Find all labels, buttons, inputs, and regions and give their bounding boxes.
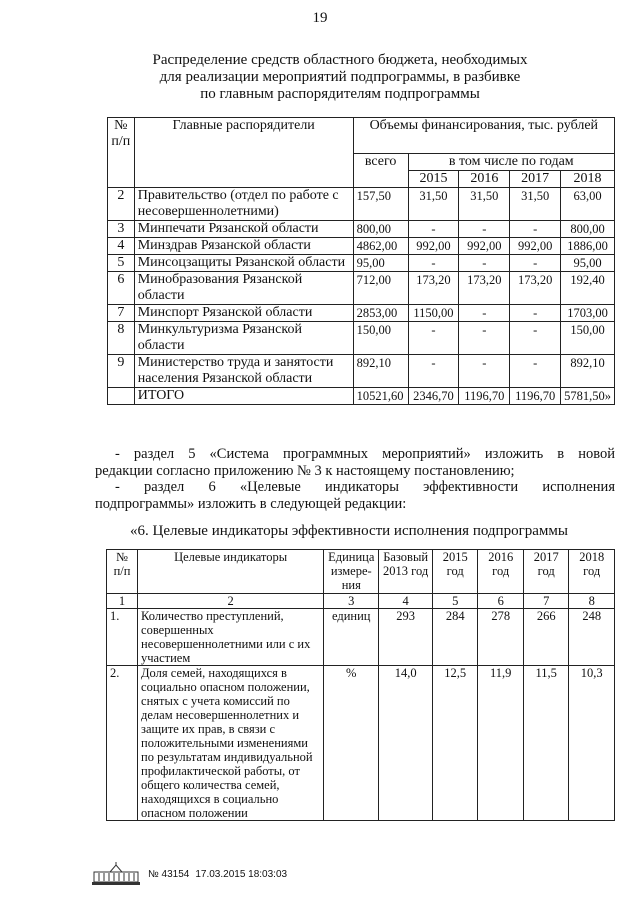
row-value: 800,00 — [561, 221, 615, 238]
header-name: Главные распорядители — [134, 118, 353, 188]
col-number: 5 — [432, 594, 478, 609]
row-value: - — [459, 305, 510, 322]
row-base: 14,0 — [379, 666, 433, 821]
row-num: 3 — [108, 221, 135, 238]
table-row — [108, 188, 615, 221]
row-value: 192,40 — [561, 272, 615, 305]
row-value: - — [510, 255, 561, 272]
row-value: 63,00 — [561, 188, 615, 221]
row-name: Минсоцзащиты Рязанской области — [134, 255, 353, 272]
row-total: 800,00 — [353, 221, 408, 238]
header-num: № п/п — [107, 550, 138, 594]
table-row — [107, 666, 615, 821]
row-num: 8 — [108, 322, 135, 355]
row-name: Правительство (отдел по работе с несовершеннолетними) — [134, 188, 353, 221]
distribution-table — [107, 117, 615, 405]
row-value: 992,00 — [459, 238, 510, 255]
row-value: 95,00 — [561, 255, 615, 272]
row-value: 992,00 — [408, 238, 459, 255]
total-label: ИТОГО — [134, 388, 353, 405]
row-num: 2 — [108, 188, 135, 221]
table-row — [108, 255, 615, 272]
header-years-group: в том числе по годам — [408, 154, 614, 171]
row-num: 2. — [107, 666, 138, 821]
header-year: 2015 год — [432, 550, 478, 594]
row-num: 5 — [108, 255, 135, 272]
table-row — [108, 355, 615, 388]
row-num: 1. — [107, 609, 138, 666]
row-value: - — [408, 355, 459, 388]
row-name: Минпечати Рязанской области — [134, 221, 353, 238]
row-value: - — [510, 322, 561, 355]
row-total: 157,50 — [353, 188, 408, 221]
document-footer — [90, 862, 287, 886]
row-value: - — [510, 221, 561, 238]
row-value: - — [459, 221, 510, 238]
title-line: по главным распорядителям подпрограммы — [200, 86, 480, 102]
row-value: 1703,00 — [561, 305, 615, 322]
title-line: Распределение средств областного бюджета, необходимых — [152, 52, 528, 68]
table-row — [108, 305, 615, 322]
paragraph-section6: - раздел 6 «Целевые индикаторы эффективности исполнения — [115, 479, 615, 495]
total-year-value: 5781,50» — [561, 388, 615, 405]
table-row — [108, 322, 615, 355]
row-total: 2853,00 — [353, 305, 408, 322]
row-indicator: Количество преступлений, совершенных несовершеннолетними или с их участием — [138, 609, 324, 666]
row-name: Минкультуризма Рязанской области — [134, 322, 353, 355]
table-row — [108, 221, 615, 238]
row-num: 6 — [108, 272, 135, 305]
timestamp: 17.03.2015 18:03:03 — [195, 868, 288, 880]
row-value: - — [408, 255, 459, 272]
row-base: 293 — [379, 609, 433, 666]
row-value: 992,00 — [510, 238, 561, 255]
header-year: 2017 год — [523, 550, 569, 594]
row-total: 150,00 — [353, 322, 408, 355]
row-value: 31,50 — [510, 188, 561, 221]
col-number: 6 — [478, 594, 524, 609]
header-year: 2018 — [561, 171, 615, 188]
row-value: 11,9 — [478, 666, 524, 821]
row-value: - — [459, 322, 510, 355]
row-value: 173,20 — [459, 272, 510, 305]
row-indicator: Доля семей, находящихся в социально опасном положении, снятых с учета комиссий по делам несовершеннолетних и защите их прав, в связи с положительными изменениями по результатам индивидуальной профилактической работы, от общего количества семей, находящихся в социально опасном положении — [138, 666, 324, 821]
row-value: 12,5 — [432, 666, 478, 821]
table-row — [108, 238, 615, 255]
row-value: 248 — [569, 609, 615, 666]
col-number: 1 — [107, 594, 138, 609]
row-value: 892,10 — [561, 355, 615, 388]
total-year-value: 2346,70 — [408, 388, 459, 405]
document-title — [120, 52, 560, 103]
col-number: 3 — [324, 594, 379, 609]
row-value: 31,50 — [459, 188, 510, 221]
row-value: 284 — [432, 609, 478, 666]
row-value: 1886,00 — [561, 238, 615, 255]
row-unit: % — [324, 666, 379, 821]
row-value: - — [408, 221, 459, 238]
header-base: Базовый 2013 год — [379, 550, 433, 594]
row-name: Минздрав Рязанской области — [134, 238, 353, 255]
header-year: 2017 — [510, 171, 561, 188]
total-value: 10521,60 — [353, 388, 408, 405]
table-total-row — [108, 388, 615, 405]
row-value: - — [408, 322, 459, 355]
row-value: 11,5 — [523, 666, 569, 821]
row-value: 266 — [523, 609, 569, 666]
paragraph-section5-cont: редакции согласно приложению № 3 к настоящему постановлению; — [95, 463, 515, 479]
row-value: - — [459, 355, 510, 388]
col-number: 7 — [523, 594, 569, 609]
header-year: 2016 — [459, 171, 510, 188]
row-value: - — [459, 255, 510, 272]
row-value: 278 — [478, 609, 524, 666]
row-value: 1150,00 — [408, 305, 459, 322]
row-value: 173,20 — [510, 272, 561, 305]
row-value: 173,20 — [408, 272, 459, 305]
indicators-table — [106, 549, 615, 821]
row-name: Минобразования Рязанской области — [134, 272, 353, 305]
row-value: 10,3 — [569, 666, 615, 821]
total-year-value: 1196,70 — [510, 388, 561, 405]
page-number: 19 — [312, 10, 328, 26]
header-year: 2016 год — [478, 550, 524, 594]
row-name: Минспорт Рязанской области — [134, 305, 353, 322]
row-value: 150,00 — [561, 322, 615, 355]
row-name: Министерство труда и занятости населения Рязанской области — [134, 355, 353, 388]
row-total: 892,10 — [353, 355, 408, 388]
header-total: всего — [353, 154, 408, 188]
row-total: 4862,00 — [353, 238, 408, 255]
col-number: 2 — [138, 594, 324, 609]
col-number: 8 — [569, 594, 615, 609]
row-num: 7 — [108, 305, 135, 322]
header-indicators: Целевые индикаторы — [138, 550, 324, 594]
table-row — [108, 272, 615, 305]
header-num: № п/п — [108, 118, 135, 188]
paragraph-section5: - раздел 5 «Система программных мероприятий» изложить в новой — [115, 446, 615, 462]
col-number: 4 — [379, 594, 433, 609]
doc-number: № 43154 — [148, 868, 190, 880]
row-unit: единиц — [324, 609, 379, 666]
building-logo-icon — [90, 862, 142, 886]
row-total: 712,00 — [353, 272, 408, 305]
row-num: 4 — [108, 238, 135, 255]
total-year-value: 1196,70 — [459, 388, 510, 405]
row-num: 9 — [108, 355, 135, 388]
header-year: 2015 — [408, 171, 459, 188]
row-value: - — [510, 305, 561, 322]
section-title: «6. Целевые индикаторы эффективности исполнения подпрограммы — [130, 523, 568, 539]
header-unit: Единица измере-ния — [324, 550, 379, 594]
row-value: 31,50 — [408, 188, 459, 221]
row-total: 95,00 — [353, 255, 408, 272]
paragraph-section6-cont: подпрограммы» изложить в следующей редакции: — [95, 496, 407, 512]
row-value: - — [510, 355, 561, 388]
header-volume: Объемы финансирования, тыс. рублей — [353, 118, 614, 154]
header-year: 2018 год — [569, 550, 615, 594]
title-line: для реализации мероприятий подпрограммы, в разбивке — [159, 69, 521, 85]
table-row — [107, 609, 615, 666]
